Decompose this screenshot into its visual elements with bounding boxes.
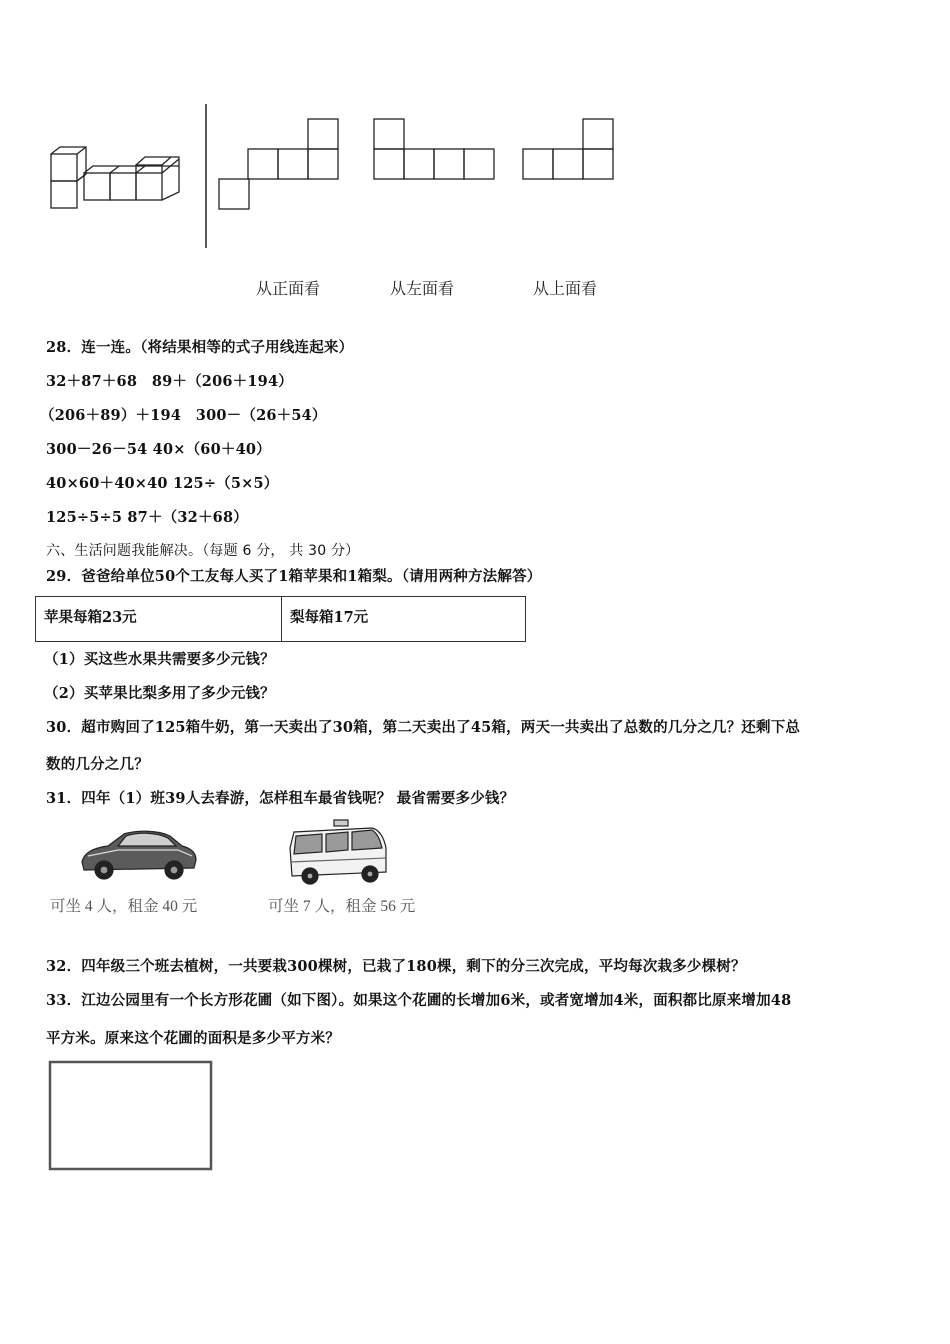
q33-line-2: 平方米。原来这个花圃的面积是多少平方米？ <box>46 1030 340 1047</box>
q28-row-3: 300－26－54 40×（60＋40） <box>46 441 271 458</box>
front-view-label: 从正面看 <box>256 279 321 298</box>
q32-text: 32．四年级三个班去植树，一共要栽300棵树，已栽了180棵，剩下的分三次完成，平均每次栽多少棵树？ <box>46 958 746 975</box>
left-view-label: 从左面看 <box>390 279 455 298</box>
q29-title: 29．爸爸给单位50个工友每人买了1箱苹果和1箱梨。（请用两种方法解答） <box>46 568 542 585</box>
flower-bed-rectangle <box>47 1059 215 1173</box>
left-view-figure <box>372 117 496 181</box>
q31-title: 31．四年（1）班39人去春游，怎样租车最省钱呢？ 最省需要多少钱？ <box>46 790 515 807</box>
apple-price-cell: 苹果每箱23元 <box>36 597 282 642</box>
section-6-heading: 六、生活问题我能解决。（每题 6 分， 共 30 分） <box>46 543 360 559</box>
q28-row-1: 32＋87＋68 89＋（206＋194） <box>46 373 293 390</box>
pear-price-cell: 梨每箱17元 <box>282 597 526 642</box>
q28-row-5: 125÷5÷5 87＋（32＋68） <box>46 509 248 526</box>
top-view-figure <box>521 117 615 181</box>
car-icon <box>78 826 200 884</box>
q30-line-1: 30．超市购回了125箱牛奶，第一天卖出了30箱，第二天卖出了45箱，两天一共卖出了总数的几分之几？还剩下总 <box>46 719 801 736</box>
divider-line <box>203 104 209 248</box>
q29-sub2: （2）买苹果比梨多用了多少元钱？ <box>44 685 275 702</box>
van-caption: 可坐 7 人，租金 56 元 <box>268 898 416 915</box>
q28-title: 28．连一连。（将结果相等的式子用线连起来） <box>46 339 354 356</box>
fruit-price-table <box>35 596 526 642</box>
q33-line-1: 33．江边公园里有一个长方形花圃（如下图）。如果这个花圃的长增加6米，或者宽增加4米，面积都比原来增加48 <box>46 992 792 1009</box>
cube-stack-figure <box>45 145 185 215</box>
front-view-figure <box>218 117 340 210</box>
q30-line-2: 数的几分之几？ <box>46 756 149 773</box>
q28-row-4: 40×60＋40×40 125÷（5×5） <box>46 475 279 492</box>
q29-sub1: （1）买这些水果共需要多少元钱？ <box>44 651 275 668</box>
q28-row-2: （206＋89）＋194 300－（26＋54） <box>40 407 327 424</box>
van-icon <box>286 818 390 888</box>
top-view-label: 从上面看 <box>533 279 598 298</box>
car-caption: 可坐 4 人，租金 40 元 <box>50 898 198 915</box>
